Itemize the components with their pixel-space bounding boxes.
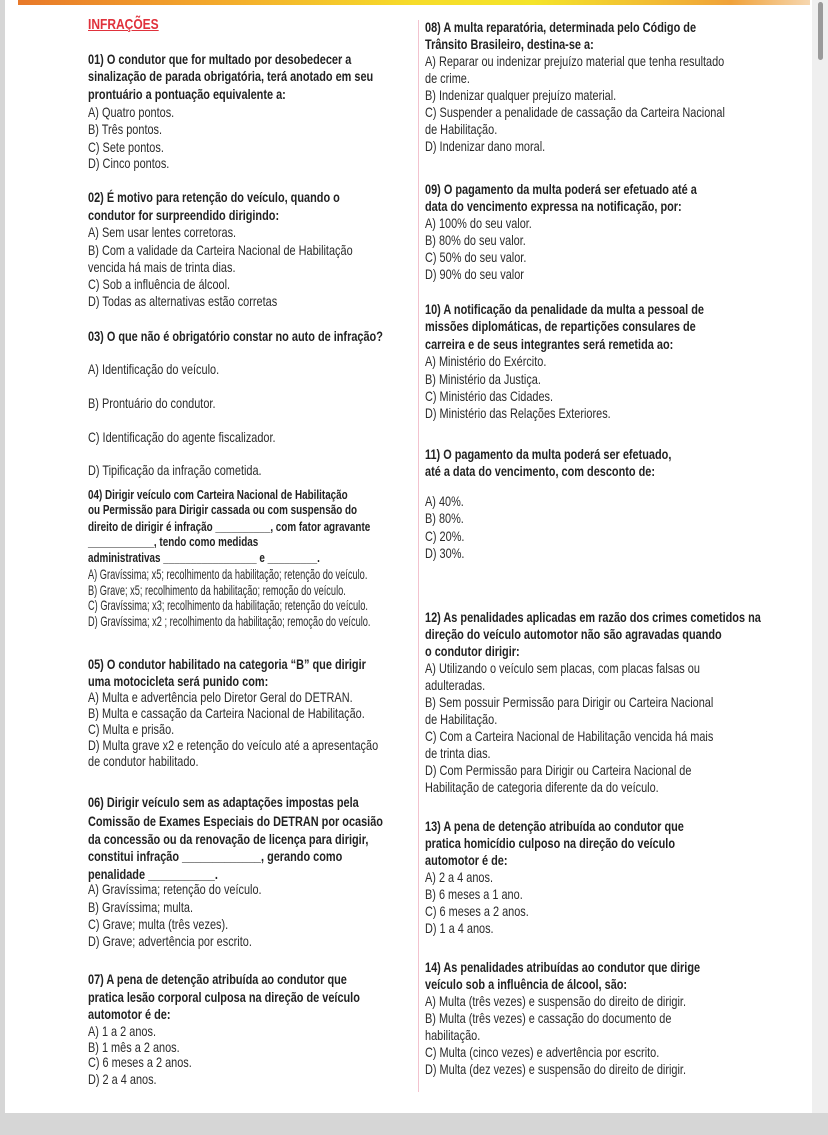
answer-option-a: A) Sem usar lentes corretoras. xyxy=(88,224,237,240)
answer-option-d: de condutor habilitado. xyxy=(88,753,199,769)
question-stem-line: 06) Dirigir veículo sem as adaptações impostas pela xyxy=(88,794,359,810)
question-stem-line: 02) É motivo para retenção do veículo, quando o xyxy=(88,189,340,205)
question-stem-line: sinalização de parada obrigatória, terá anotado em seu xyxy=(88,68,374,84)
answer-option-c: C) Suspender a penalidade de cassação da Carteira Nacional xyxy=(425,104,725,120)
answer-option-b: B) Multa e cassação da Carteira Nacional de Habilitação. xyxy=(88,705,365,721)
answer-option-b: B) Sem possuir Permissão para Dirigir ou Carteira Nacional xyxy=(425,694,714,710)
answer-option-d: D) Grave; advertência por escrito. xyxy=(88,933,252,949)
answer-option-a: A) Multa e advertência pelo Diretor Geral do DETRAN. xyxy=(88,689,353,705)
answer-option-b: B) 6 meses a 1 ano. xyxy=(425,886,523,902)
answer-option-d: D) Todas as alternativas estão corretas xyxy=(88,293,278,309)
answer-option-d: D) Ministério das Relações Exteriores. xyxy=(425,405,611,421)
answer-option-b: B) Ministério da Justiça. xyxy=(425,371,541,387)
answer-option-a: A) Reparar ou indenizar prejuízo material que tenha resultado xyxy=(425,53,725,69)
answer-option-d: Habilitação de categoria diferente da do veículo. xyxy=(425,779,659,795)
answer-option-b: B) Indenizar qualquer prejuízo material. xyxy=(425,87,617,103)
question-stem-line: o condutor dirigir: xyxy=(425,643,520,659)
answer-option-c: C) Gravíssima; x3; recolhimento da habilitação; retenção do veículo. xyxy=(88,597,368,613)
question-stem-line: pratica homicídio culposo na direção do veículo xyxy=(425,835,676,851)
answer-option-c: de Habilitação. xyxy=(425,121,498,137)
question-stem-line: 14) As penalidades atribuídas ao condutor que dirige xyxy=(425,959,701,975)
answer-option-b: B) Com a validade da Carteira Nacional de Habilitação xyxy=(88,242,353,258)
answer-option-a: A) Quatro pontos. xyxy=(88,104,175,120)
answer-option-b: B) Multa (três vezes) e cassação do documento de xyxy=(425,1010,672,1026)
question-stem-line: 11) O pagamento da multa poderá ser efetuado, xyxy=(425,446,672,462)
column-divider xyxy=(418,20,419,1092)
question-stem-line: pratica lesão corporal culposa na direção de veículo xyxy=(88,989,360,1005)
question-stem-line: direito de dirigir é infração __________, com fator agravante xyxy=(88,519,371,534)
answer-option-d: D) 1 a 4 anos. xyxy=(425,920,494,936)
question-stem-line: 12) As penalidades aplicadas em razão dos crimes cometidos na xyxy=(425,609,761,625)
answer-option-b: vencida há mais de trinta dias. xyxy=(88,259,236,275)
question-stem-line: prontuário a pontuação equivalente a: xyxy=(88,86,286,102)
answer-option-c: C) Multa (cinco vezes) e advertência por escrito. xyxy=(425,1044,660,1060)
question-stem-line: uma motocicleta será punido com: xyxy=(88,673,269,689)
question-stem-line: data do vencimento expressa na notificação, por: xyxy=(425,198,682,214)
answer-option-d: D) 30%. xyxy=(425,545,465,561)
answer-option-c: C) 20%. xyxy=(425,528,465,544)
question-stem-line: automotor é de: xyxy=(88,1006,171,1022)
answer-option-a: A) 1 a 2 anos. xyxy=(88,1023,156,1039)
answer-option-b: B) Gravíssima; multa. xyxy=(88,899,193,915)
answer-option-b: B) 1 mês a 2 anos. xyxy=(88,1039,180,1055)
answer-option-c: C) Multa e prisão. xyxy=(88,721,175,737)
page-bottom-margin xyxy=(0,1113,828,1135)
question-stem-line: ou Permissão para Dirigir cassada ou com suspensão do xyxy=(88,502,358,517)
question-stem-line: 07) A pena de detenção atribuída ao condutor que xyxy=(88,971,347,987)
answer-option-c: C) Sob a influência de álcool. xyxy=(88,276,231,292)
answer-option-a: A) 2 a 4 anos. xyxy=(425,869,493,885)
answer-option-c: C) Com a Carteira Nacional de Habilitação vencida há mais xyxy=(425,728,714,744)
question-stem-line: direção do veículo automotor não são agravadas quando xyxy=(425,626,722,642)
answer-option-b: B) Três pontos. xyxy=(88,121,163,137)
answer-option-a: A) 40%. xyxy=(425,493,464,509)
answer-option-c: C) 6 meses a 2 anos. xyxy=(88,1054,192,1070)
question-stem-line: 13) A pena de detenção atribuída ao condutor que xyxy=(425,818,684,834)
answer-option-c: C) Sete pontos. xyxy=(88,139,164,155)
answer-option-a: A) Gravíssima; retenção do veículo. xyxy=(88,881,262,897)
answer-option-a: adulteradas. xyxy=(425,677,486,693)
question-stem-line: 01) O condutor que for multado por desobedecer a xyxy=(88,51,352,67)
answer-option-d: D) Gravíssima; x2 ; recolhimento da habilitação; remoção do veículo. xyxy=(88,613,371,629)
answer-option-b: B) 80%. xyxy=(425,510,464,526)
scrollbar-thumb[interactable] xyxy=(818,2,823,60)
answer-option-b: habilitação. xyxy=(425,1027,481,1043)
question-stem-line: 09) O pagamento da multa poderá ser efetuado até a xyxy=(425,181,697,197)
question-stem-line: até a data do vencimento, com desconto de: xyxy=(425,463,655,479)
scrollbar[interactable] xyxy=(812,0,828,1113)
answer-option-b: B) Grave; x5; recolhimento da habilitação; remoção do veículo. xyxy=(88,582,346,598)
question-stem-line: missões diplomáticas, de repartições consulares de xyxy=(425,318,696,334)
answer-option-a: A) Identificação do veículo. xyxy=(88,361,220,377)
question-stem-line: 05) O condutor habilitado na categoria “B” que dirigir xyxy=(88,656,366,672)
answer-option-a: A) Multa (três vezes) e suspensão do direito de dirigir. xyxy=(425,993,686,1009)
answer-option-d: D) 2 a 4 anos. xyxy=(88,1071,157,1087)
question-stem-line: 08) A multa reparatória, determinada pelo Código de xyxy=(425,19,697,35)
answer-option-a: A) Ministério do Exército. xyxy=(425,353,547,369)
section-title: INFRAÇÕES xyxy=(88,16,159,33)
question-stem-line: administrativas _________________ e _________. xyxy=(88,550,320,565)
question-stem-line: ____________, tendo como medidas xyxy=(88,534,259,549)
question-stem-line: Trânsito Brasileiro, destina-se a: xyxy=(425,36,594,52)
question-stem-line: da concessão ou da renovação de licença para dirigir, xyxy=(88,831,369,847)
answer-option-d: D) Cinco pontos. xyxy=(88,155,170,171)
answer-option-c: C) 50% do seu valor. xyxy=(425,249,527,265)
question-stem-line: 03) O que não é obrigatório constar no auto de infração? xyxy=(88,328,383,344)
question-stem-line: constitui infração _____________, gerando como xyxy=(88,848,343,864)
answer-option-b: de Habilitação. xyxy=(425,711,498,727)
answer-option-b: B) 80% do seu valor. xyxy=(425,232,526,248)
question-stem-line: carreira e de seus integrantes será remetida ao: xyxy=(425,336,674,352)
answer-option-d: D) 90% do seu valor xyxy=(425,266,524,282)
answer-option-a: A) Gravíssima; x5; recolhimento da habilitação; retenção do veículo. xyxy=(88,566,368,582)
header-color-bar xyxy=(18,0,810,5)
answer-option-a: A) 100% do seu valor. xyxy=(425,215,532,231)
answer-option-d: D) Tipificação da infração cometida. xyxy=(88,462,262,478)
answer-option-d: D) Multa grave x2 e retenção do veículo até a apresentação xyxy=(88,737,379,753)
answer-option-a: de crime. xyxy=(425,70,470,86)
answer-option-c: C) Identificação do agente fiscalizador. xyxy=(88,429,276,445)
answer-option-d: D) Com Permissão para Dirigir ou Carteira Nacional de xyxy=(425,762,692,778)
question-stem-line: penalidade ___________. xyxy=(88,866,218,882)
answer-option-d: D) Multa (dez vezes) e suspensão do direito de dirigir. xyxy=(425,1061,686,1077)
question-stem-line: automotor é de: xyxy=(425,852,508,868)
question-stem-line: veículo sob a influência de álcool, são: xyxy=(425,976,628,992)
question-stem-line: Comissão de Exames Especiais do DETRAN por ocasião xyxy=(88,813,383,829)
question-stem-line: 10) A notificação da penalidade da multa a pessoal de xyxy=(425,301,704,317)
answer-option-c: de trinta dias. xyxy=(425,745,491,761)
answer-option-c: C) 6 meses a 2 anos. xyxy=(425,903,529,919)
answer-option-d: D) Indenizar dano moral. xyxy=(425,138,546,154)
question-stem-line: 04) Dirigir veículo com Carteira Nacional de Habilitação xyxy=(88,487,348,502)
answer-option-c: C) Grave; multa (três vezes). xyxy=(88,916,229,932)
question-stem-line: condutor for surpreendido dirigindo: xyxy=(88,207,280,223)
answer-option-c: C) Ministério das Cidades. xyxy=(425,388,554,404)
answer-option-a: A) Utilizando o veículo sem placas, com placas falsas ou xyxy=(425,660,700,676)
answer-option-b: B) Prontuário do condutor. xyxy=(88,395,216,411)
